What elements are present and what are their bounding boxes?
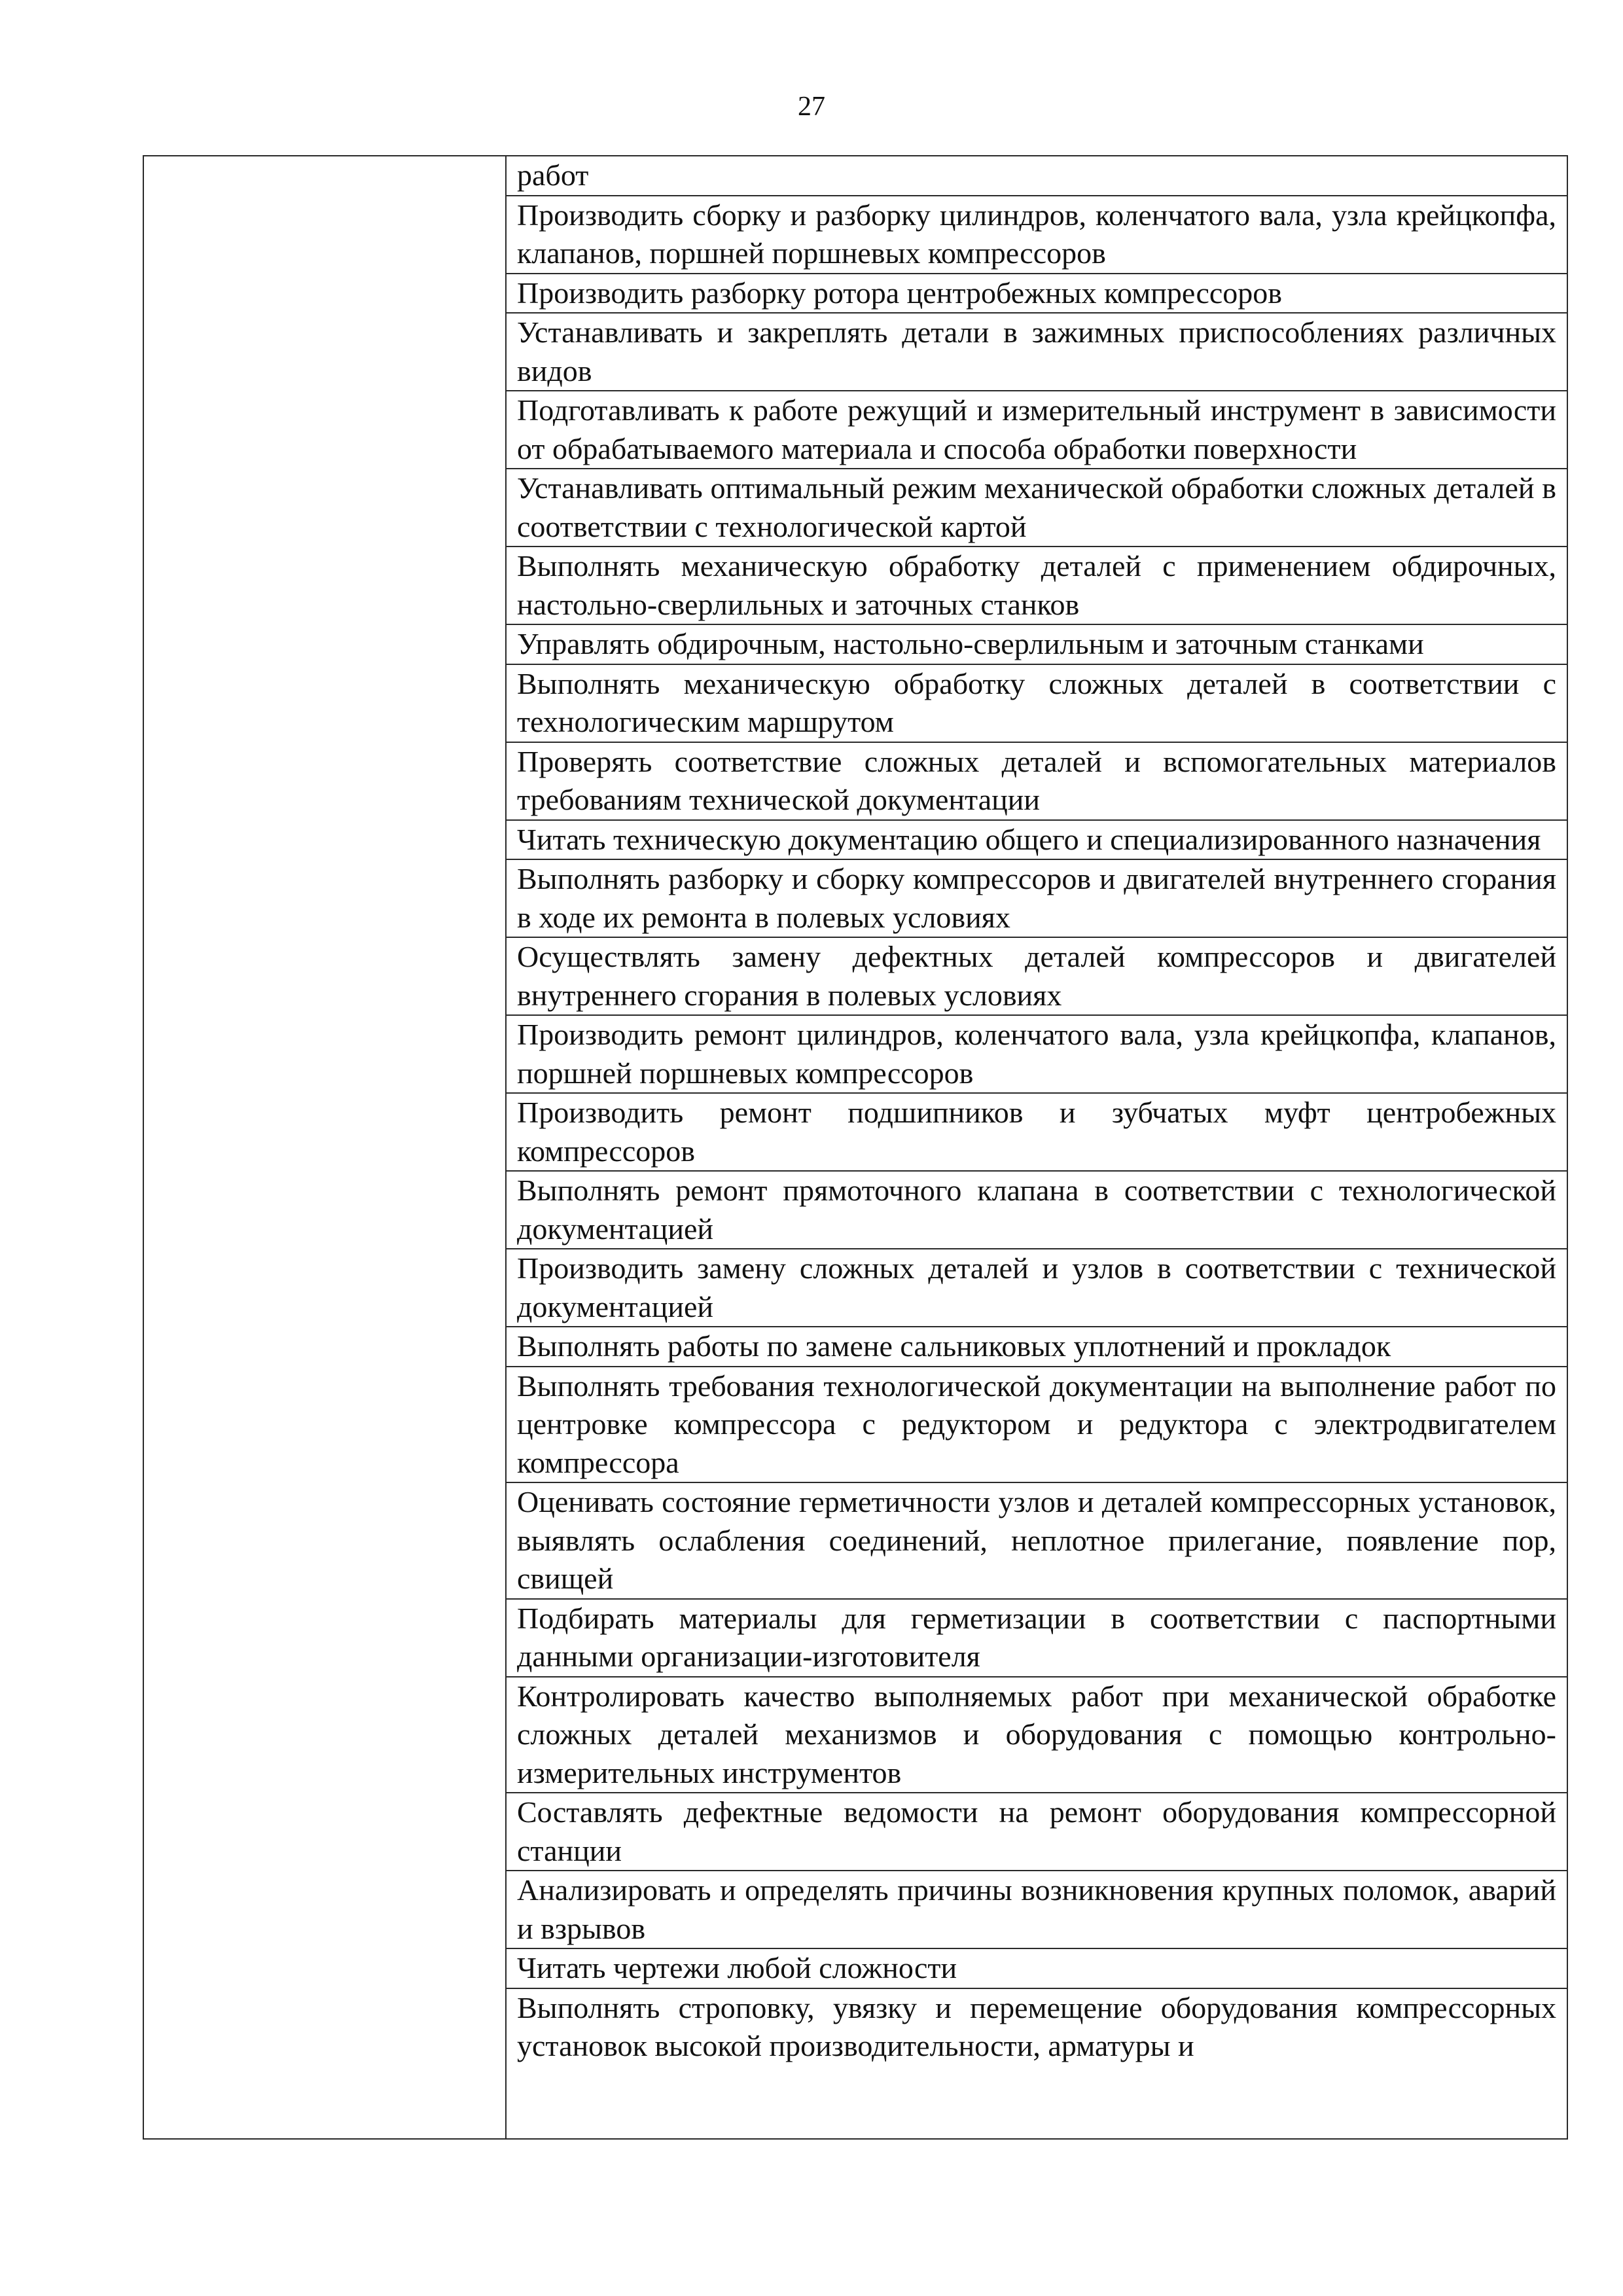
list-item: Производить разборку ротора центробежных компрессоров — [507, 273, 1567, 313]
list-item: Выполнять строповку, увязку и перемещение оборудования компрессорных установок высокой производительности, арматуры и — [507, 1988, 1567, 2066]
list-item: Устанавливать оптимальный режим механической обработки сложных деталей в соответствии с технологической картой — [507, 468, 1567, 546]
list-item: Контролировать качество выполняемых работ при механической обработке сложных деталей механизмов и оборудования с помощью контрольно-измерительных инструментов — [507, 1676, 1567, 1793]
skills-cell — [506, 156, 1567, 2139]
list-item: Устанавливать и закреплять детали в зажимных приспособлениях различных видов — [507, 312, 1567, 390]
list-item: Подбирать материалы для герметизации в соответствии с паспортными данными организации-изготовителя — [507, 1598, 1567, 1676]
list-item: Производить замену сложных деталей и узлов в соответствии с технической документацией — [507, 1248, 1567, 1326]
list-item: Читать техническую документацию общего и специализированного назначения — [507, 819, 1567, 859]
page-number: 27 — [798, 92, 825, 122]
list-item: Подготавливать к работе режущий и измерительный инструмент в зависимости от обрабатываемого материала и способа обработки поверхности — [507, 390, 1567, 468]
list-item: Выполнять механическую обработку деталей с применением обдирочных, настольно-сверлильных и заточных станков — [507, 546, 1567, 624]
list-item: Выполнять требования технологической документации на выполнение работ по центровке компрессора с редуктором и редуктора с электродвигателем компрессора — [507, 1366, 1567, 1482]
list-item: Выполнять ремонт прямоточного клапана в соответствии с технологической документацией — [507, 1170, 1567, 1248]
skills-list — [507, 156, 1567, 2138]
skills-table — [143, 155, 1568, 2140]
list-item: Управлять обдирочным, настольно-сверлильным и заточным станками — [507, 624, 1567, 664]
list-item: Производить ремонт подшипников и зубчатых муфт центробежных компрессоров — [507, 1092, 1567, 1170]
list-item: Проверять соответствие сложных деталей и вспомогательных материалов требованиям технической документации — [507, 742, 1567, 819]
table-row — [143, 156, 1567, 2139]
list-item: Производить сборку и разборку цилиндров, коленчатого вала, узла крейцкопфа, клапанов, поршней поршневых компрессоров — [507, 195, 1567, 273]
list-item: Оценивать состояние герметичности узлов и деталей компрессорных установок, выявлять ослабления соединений, неплотное прилегание, появление пор, свищей — [507, 1482, 1567, 1598]
list-item: работ — [517, 158, 589, 192]
list-item: Производить ремонт цилиндров, коленчатого вала, узла крейцкопфа, клапанов, поршней поршневых компрессоров — [507, 1014, 1567, 1092]
list-item: Анализировать и определять причины возникновения крупных поломок, аварий и взрывов — [507, 1870, 1567, 1948]
left-empty-cell — [143, 156, 506, 2139]
list-item: Выполнять механическую обработку сложных деталей в соответствии с технологическим маршрутом — [507, 664, 1567, 742]
list-item: Выполнять работы по замене сальниковых уплотнений и прокладок — [507, 1326, 1567, 1366]
list-item: Составлять дефектные ведомости на ремонт оборудования компрессорной станции — [507, 1792, 1567, 1870]
list-item: Читать чертежи любой сложности — [507, 1948, 1567, 1988]
list-item: Выполнять разборку и сборку компрессоров и двигателей внутреннего сгорания в ходе их ремонта в полевых условиях — [507, 859, 1567, 937]
list-item: Осуществлять замену дефектных деталей компрессоров и двигателей внутреннего сгорания в полевых условиях — [507, 937, 1567, 1014]
